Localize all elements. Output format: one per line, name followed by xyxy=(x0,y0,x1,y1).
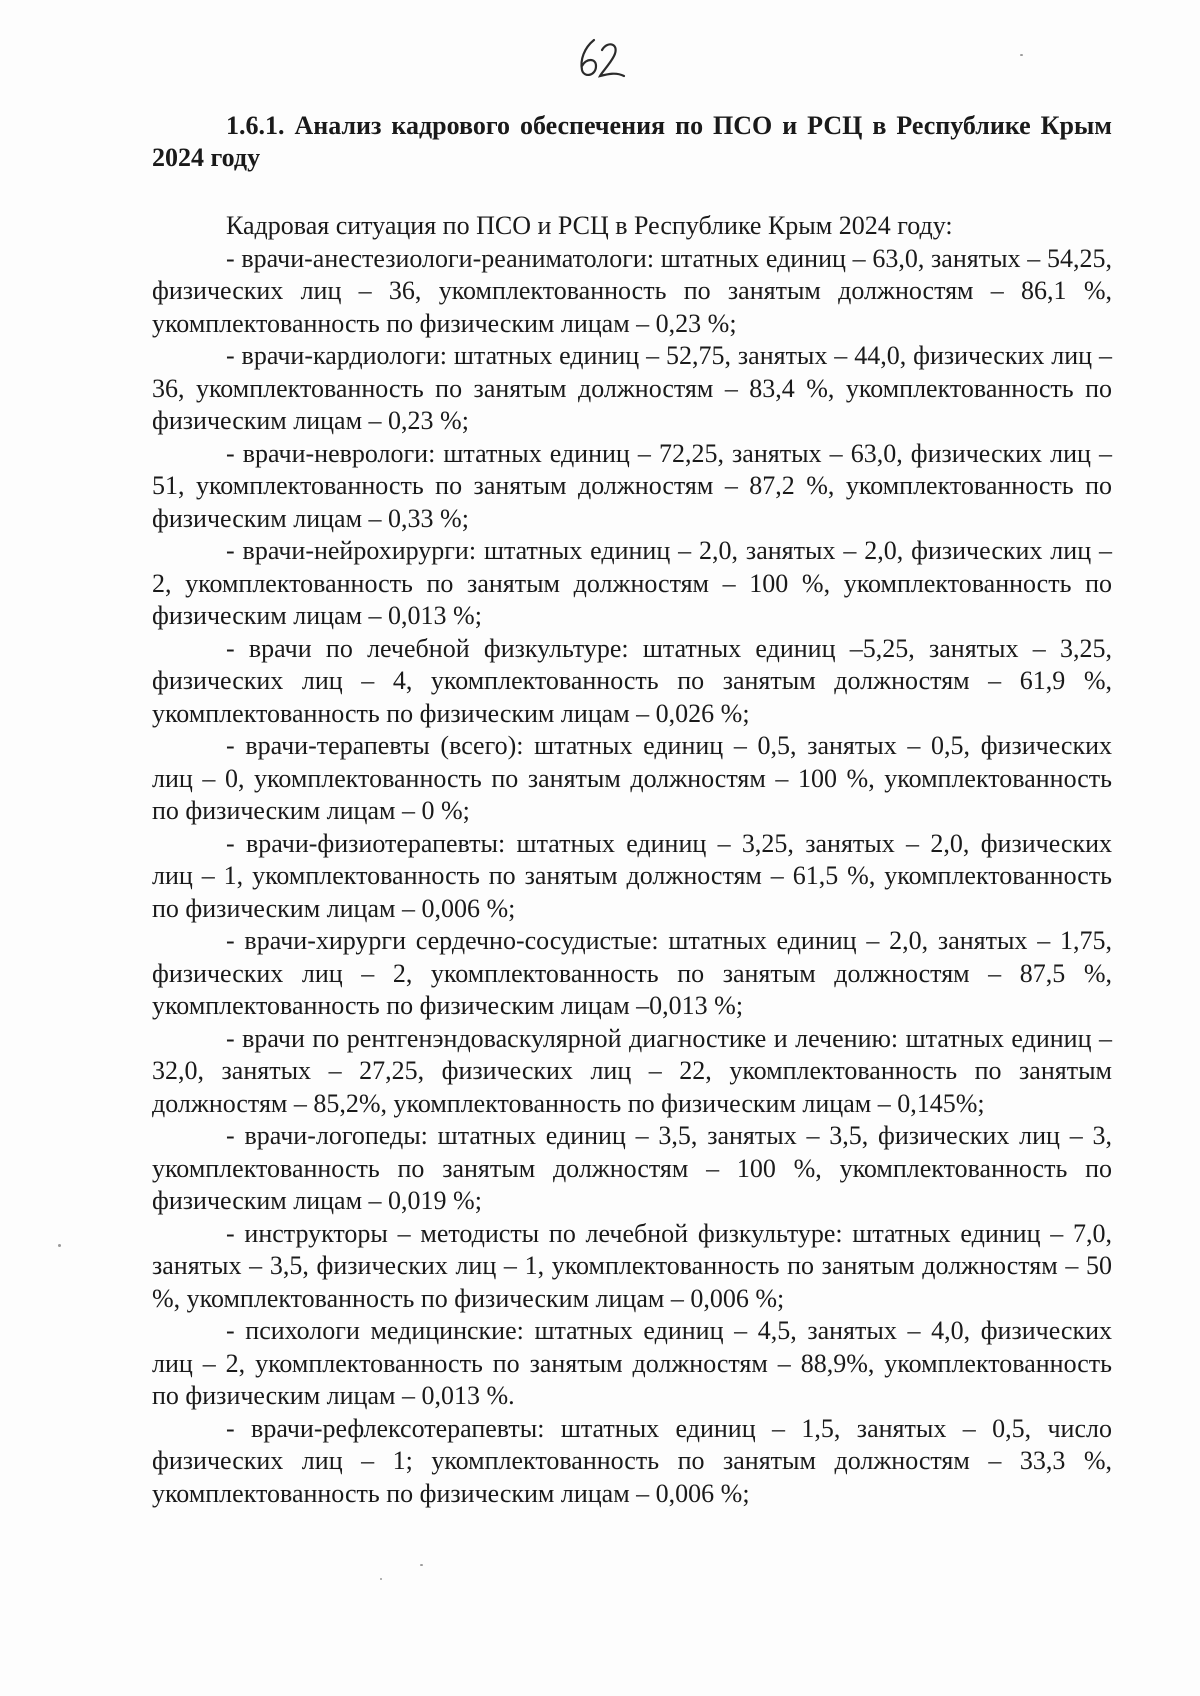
section-heading: 1.6.1. Анализ кадрового обеспечения по ПСО и РСЦ в Республике Крым 2024 году xyxy=(152,111,1112,172)
list-item: - врачи-кардиологи: штатных единиц – 52,75, занятых – 44,0, физических лиц – 36, укомплектованность по занятым должностям – 83,4 %, укомплектованность по физическим лицам – 0,23 %; xyxy=(152,341,1112,435)
scan-speck xyxy=(1020,54,1023,56)
list-item: - врачи-нейрохирурги: штатных единиц – 2,0, занятых – 2,0, физических лиц – 2, укомплектованность по занятым должностям – 100 %, укомплектованность по физическим лицам – 0,013 %; xyxy=(152,536,1112,630)
list-item: - врачи по рентгенэндоваскулярной диагностике и лечению: штатных единиц – 32,0, занятых – 27,25, физических лиц – 22, укомплектованность по занятым должностям – 85,2%, укомплектованность по физическим лицам – 0,145%; xyxy=(152,1023,1112,1118)
list-item: - врачи-терапевты (всего): штатных единиц – 0,5, занятых – 0,5, физических лиц – 0, укомплектованность по занятым должностям – 100 %, укомплектованность по физическим лицам – 0 %; xyxy=(152,731,1112,825)
scan-speck xyxy=(58,1244,61,1247)
list-item: - инструкторы – методисты по лечебной физкультуре: штатных единиц – 7,0, занятых – 3,5, физических лиц – 1, укомплектованность по занятым должностям – 50 %, укомплектованность по физическим лицам – 0,006 %; xyxy=(152,1218,1112,1313)
document-body xyxy=(152,210,1112,1510)
scan-speck xyxy=(380,1578,382,1580)
list-item: - врачи по лечебной физкультуре: штатных единиц –5,25, занятых – 3,25, физических лиц – 4, укомплектованность по занятым должностям – 61,9 %, укомплектованность по физическим лицам – 0,026 %; xyxy=(152,633,1112,728)
list-item: - врачи-физиотерапевты: штатных единиц – 3,25, занятых – 2,0, физических лиц – 1, укомплектованность по занятым должностям – 61,5 %, укомплектованность по физическим лицам – 0,006 %; xyxy=(152,828,1112,923)
list-item: - психологи медицинские: штатных единиц – 4,5, занятых – 4,0, физических лиц – 2, укомплектованность по занятым должностям – 88,9%, укомплектованность по физическим лицам – 0,013 %. xyxy=(152,1316,1112,1410)
scan-speck xyxy=(420,1564,423,1566)
list-item: - врачи-рефлексотерапевты: штатных единиц – 1,5, занятых – 0,5, число физических лиц – 1; укомплектованность по занятым должностям – 33,3 %, укомплектованность по физическим лицам – 0,006 %; xyxy=(152,1413,1112,1508)
intro-paragraph: Кадровая ситуация по ПСО и РСЦ в Республике Крым 2024 году: xyxy=(226,211,953,240)
list-item: - врачи-анестезиологи-реаниматологи: штатных единиц – 63,0, занятых – 54,25, физических лиц – 36, укомплектованность по занятым должностям – 86,1 %, укомплектованность по физическим лицам – 0,23 %; xyxy=(152,243,1112,338)
list-item: - врачи-хирурги сердечно-сосудистые: штатных единиц – 2,0, занятых – 1,75, физических лиц – 2, укомплектованность по занятым должностям – 87,5 %, укомплектованность по физическим лицам –0,013 %; xyxy=(152,926,1112,1020)
list-item: - врачи-логопеды: штатных единиц – 3,5, занятых – 3,5, физических лиц – 3, укомплектованность по занятым должностям – 100 %, укомплектованность по физическим лицам – 0,019 %; xyxy=(152,1121,1112,1215)
list-item: - врачи-неврологи: штатных единиц – 72,25, занятых – 63,0, физических лиц – 51, укомплектованность по занятым должностям – 87,2 %, укомплектованность по физическим лицам – 0,33 %; xyxy=(152,438,1112,533)
handwritten-page-number xyxy=(576,34,626,80)
